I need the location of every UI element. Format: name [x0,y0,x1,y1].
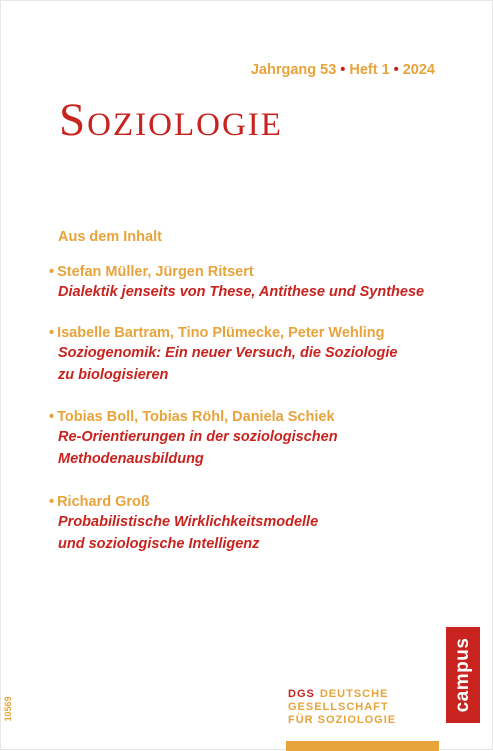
entry-title-line: Soziogenomik: Ein neuer Versuch, die Soziologie [58,345,398,361]
publisher-logo [446,627,480,723]
entry-authors [49,494,469,510]
society-row [288,688,396,701]
entry-title [49,281,469,303]
bullet-icon: • [49,264,55,280]
entry-title-line: Probabilistische Wirklichkeitsmodelle [58,514,319,530]
society-abbr: DGS [288,688,315,700]
entry-authors [49,264,469,280]
society-line1: DEUTSCHE [319,688,389,700]
society-line3: FÜR SOZIOLOGIE [288,714,397,726]
contents-entry [49,264,469,303]
issue-separator: • [340,62,346,78]
entry-title [49,342,469,386]
entry-title-line: und soziologische Intelligenz [58,536,260,552]
entry-authors [49,409,469,425]
issue-info [251,62,435,78]
society-line2: GESELLSCHAFT [288,701,389,713]
contents-heading: Aus dem Inhalt [58,229,162,245]
entry-title-line: zu biologisieren [58,367,169,383]
bullet-icon: • [49,494,55,510]
catalog-number [1,689,15,729]
journal-title: Soziologie [59,94,283,146]
bullet-icon: • [49,409,55,425]
contents-entry [49,494,469,555]
issue-separator: • [393,62,399,78]
entry-title-line: Re-Orientierungen in der soziologischen [58,429,338,445]
entry-title [49,426,469,470]
entry-authors-text: Tobias Boll, Tobias Röhl, Daniela Schiek [57,409,335,425]
issue-volume: Jahrgang 53 [250,62,337,78]
society-logo [288,688,396,727]
entry-authors-text: Richard Groß [57,494,150,510]
entry-title-line: Methodenausbildung [58,451,204,467]
issue-number: Heft 1 [349,62,390,78]
entry-authors-text: Stefan Müller, Jürgen Ritsert [57,264,254,280]
entry-title [49,511,469,555]
contents-entry [49,325,469,386]
publisher-name: campus [452,637,473,713]
entry-authors-text: Isabelle Bartram, Tino Plümecke, Peter Wehling [57,325,385,341]
contents-entry [49,409,469,470]
catalog-number-text: 10569 [3,696,13,722]
entry-authors [49,325,469,341]
entry-title-line: Dialektik jenseits von These, Antithese und Synthese [58,284,425,300]
bullet-icon: • [49,325,55,341]
issue-year: 2024 [402,62,435,78]
